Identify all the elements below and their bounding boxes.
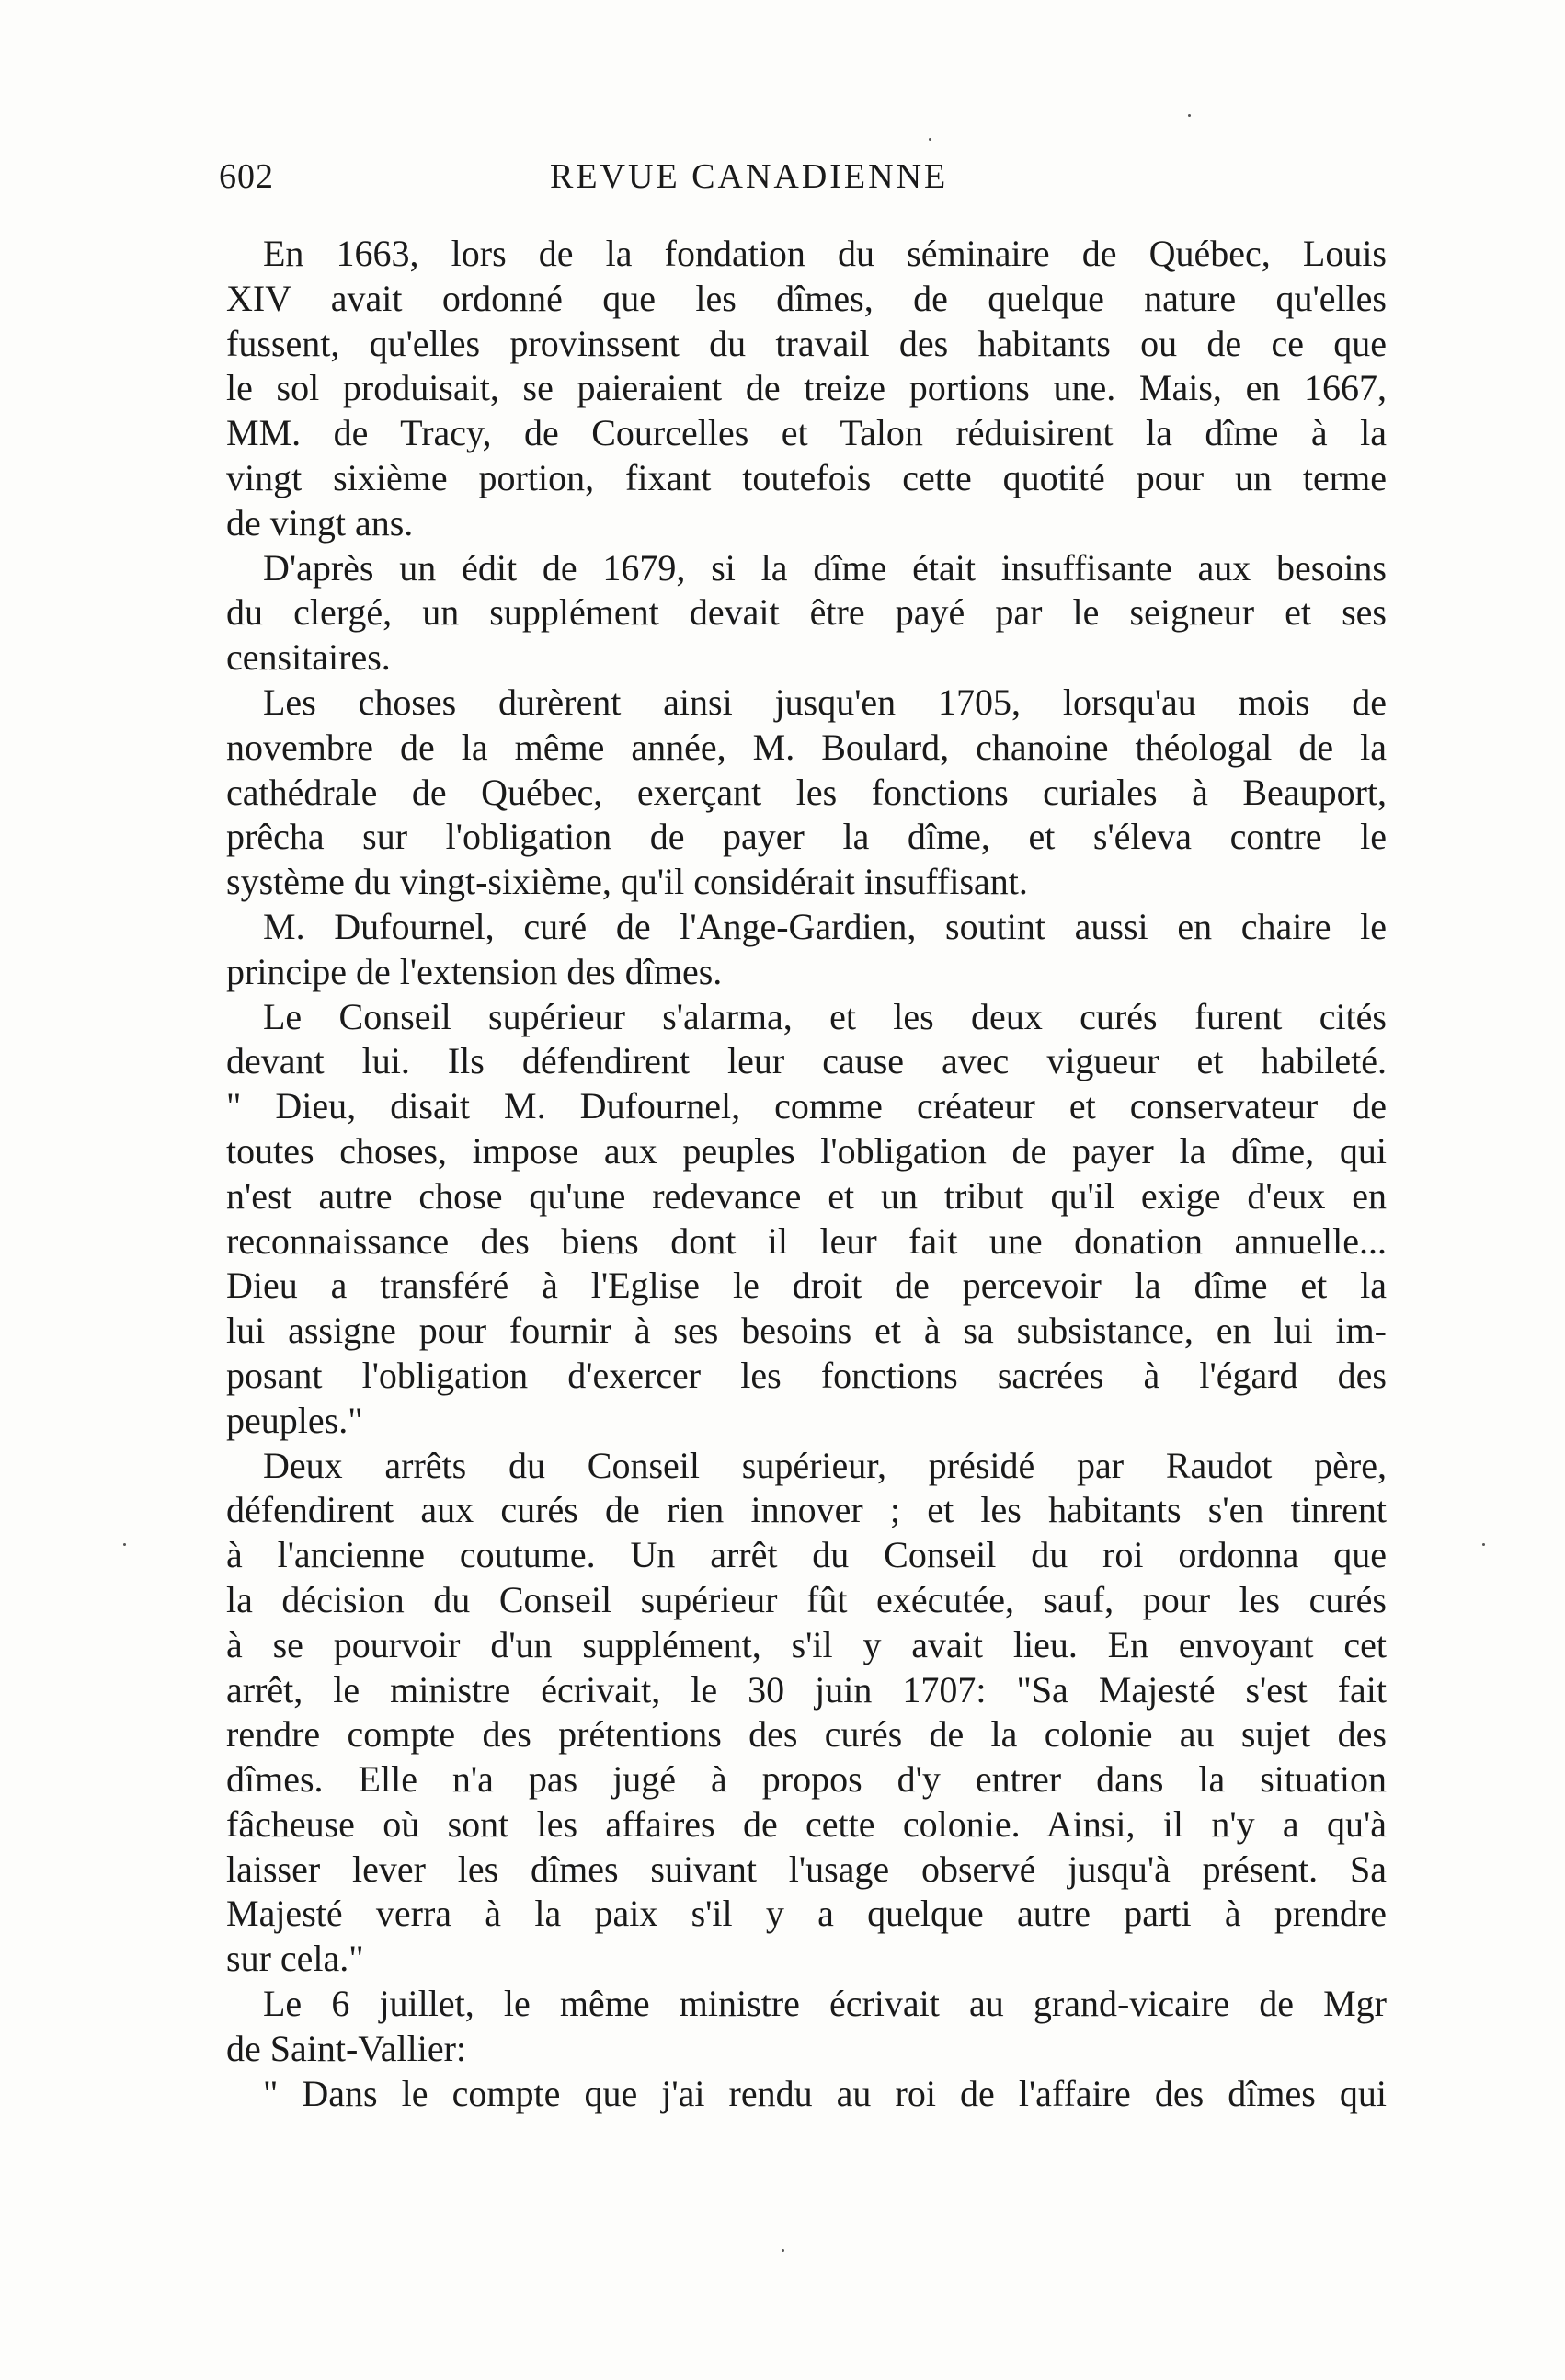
text-line: posant l'obligation d'exercer les fonctions sacrées à l'égard des: [226, 1354, 1387, 1396]
print-speck: [929, 138, 931, 141]
text-line: peuples.": [226, 1399, 363, 1441]
text-line: D'après un édit de 1679, si la dîme était insuffisante aux besoins: [263, 546, 1387, 589]
text-line: principe de l'extension des dîmes.: [226, 950, 723, 992]
text-line: défendirent aux curés de rien innover ; et les habitants s'en tinrent: [226, 1489, 1387, 1531]
text-line: du clergé, un supplément devait être payé par le seigneur et ses: [226, 591, 1387, 634]
print-speck: [123, 1543, 126, 1546]
text-line: toutes choses, impose aux peuples l'obligation de payer la dîme, qui: [226, 1129, 1387, 1172]
text-line: à l'ancienne coutume. Un arrêt du Conseil du roi ordonna que: [226, 1534, 1387, 1576]
text-line: rendre compte des prétentions des curés de la colonie au sujet des: [226, 1713, 1387, 1756]
text-line: M. Dufournel, curé de l'Ange-Gardien, soutint aussi en chaire le: [263, 905, 1387, 947]
text-line: devant lui. Ils défendirent leur cause avec vigueur et habileté.: [226, 1040, 1387, 1082]
text-line: " Dieu, disait M. Dufournel, comme créateur et conservateur de: [226, 1085, 1387, 1127]
text-line: sur cela.": [226, 1938, 364, 1980]
text-line: reconnaissance des biens dont il leur fait une donation annuelle...: [226, 1219, 1387, 1262]
text-line: Deux arrêts du Conseil supérieur, présidé par Raudot père,: [263, 1444, 1387, 1486]
text-line: Dieu a transféré à l'Eglise le droit de percevoir la dîme et la: [226, 1264, 1387, 1307]
text-line: cathédrale de Québec, exerçant les fonctions curiales à Beauport,: [226, 771, 1387, 813]
text-line: Majesté verra à la paix s'il y a quelque autre parti à prendre: [226, 1893, 1387, 1935]
text-line: la décision du Conseil supérieur fût exécutée, sauf, pour les curés: [226, 1578, 1387, 1620]
running-title: REVUE CANADIENNE: [550, 157, 949, 196]
text-line: à se pourvoir d'un supplément, s'il y avait lieu. En envoyant cet: [226, 1623, 1387, 1665]
page-header: [219, 156, 1387, 208]
body-text: [226, 232, 1387, 2116]
text-line: dîmes. Elle n'a pas jugé à propos d'y entrer dans la situation: [226, 1758, 1387, 1801]
text-line: lui assigne pour fournir à ses besoins et à sa subsistance, en lui im-: [226, 1310, 1387, 1352]
text-line: Les choses durèrent ainsi jusqu'en 1705, lorsqu'au mois de: [263, 681, 1387, 723]
text-line: XIV avait ordonné que les dîmes, de quelque nature qu'elles: [226, 277, 1387, 319]
text-line: le sol produisait, se paieraient de treize portions une. Mais, en 1667,: [226, 367, 1387, 409]
text-line: censitaires.: [226, 636, 391, 679]
page-number: 602: [219, 157, 274, 196]
print-speck: [782, 2249, 784, 2252]
text-line: de vingt ans.: [226, 501, 414, 544]
print-speck: [1482, 1543, 1485, 1546]
text-line: de Saint-Vallier:: [226, 2027, 467, 2069]
text-line: En 1663, lors de la fondation du séminaire de Québec, Louis: [263, 233, 1387, 274]
text-line: fussent, qu'elles provinssent du travail des habitants ou de ce que: [226, 322, 1387, 364]
text-line: " Dans le compte que j'ai rendu au roi de l'affaire des dîmes qui: [263, 2072, 1387, 2114]
text-line: Le 6 juillet, le même ministre écrivait au grand-vicaire de Mgr: [263, 1983, 1387, 2025]
text-line: système du vingt-sixième, qu'il considérait insuffisant.: [226, 861, 1028, 903]
text-line: MM. de Tracy, de Courcelles et Talon réduisirent la dîme à la: [226, 412, 1387, 454]
text-line: n'est autre chose qu'une redevance et un tribut qu'il exige d'eux en: [226, 1174, 1387, 1217]
text-line: prêcha sur l'obligation de payer la dîme, et s'éleva contre le: [226, 816, 1387, 858]
text-line: novembre de la même année, M. Boulard, chanoine théologal de la: [226, 726, 1387, 768]
text-line: Le Conseil supérieur s'alarma, et les deux curés furent cités: [263, 995, 1387, 1037]
text-line: vingt sixième portion, fixant toutefois cette quotité pour un terme: [226, 456, 1387, 498]
print-speck: [1188, 114, 1191, 117]
text-line: laisser lever les dîmes suivant l'usage observé jusqu'à présent. Sa: [226, 1848, 1387, 1890]
text-line: fâcheuse où sont les affaires de cette colonie. Ainsi, il n'y a qu'à: [226, 1802, 1387, 1845]
text-line: arrêt, le ministre écrivait, le 30 juin 1707: "Sa Majesté s'est fait: [226, 1668, 1387, 1711]
